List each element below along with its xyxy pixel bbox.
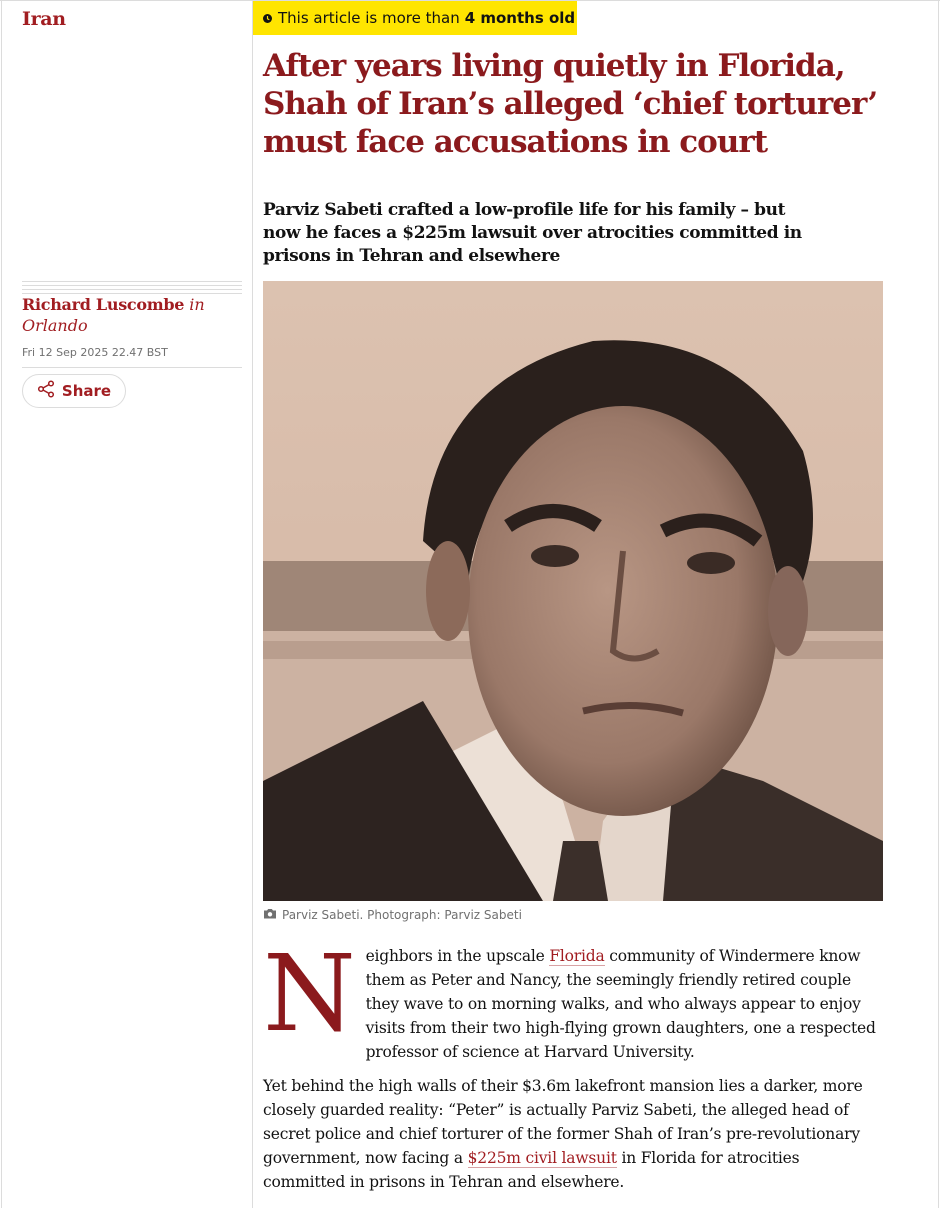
byline-in: in <box>189 295 205 314</box>
byline <box>22 294 247 336</box>
share-label: Share <box>61 382 112 400</box>
meta-column-rule <box>252 0 253 1208</box>
headline: After years living quietly in Florida, Shah of Iran’s alleged ‘chief torturer’ must face accusations in court <box>263 48 878 160</box>
caption-text: Parviz Sabeti. Photograph: Parviz Sabeti <box>282 908 522 922</box>
paragraph-1-text-b: community of Windermere know them as Peter and Nancy, the seemingly friendly retired couple they wave to on morning walks, and who always appear to enjoy visits from their two high-flying grown daughters, one a respected professor of science at Harvard University. <box>365 947 876 1061</box>
lawsuit-link[interactable]: $225m civil lawsuit <box>467 1149 617 1167</box>
share-icon <box>37 380 55 402</box>
left-column-rule <box>1 0 2 1208</box>
drop-cap: N <box>263 932 356 1055</box>
paragraph-1 <box>263 932 883 1064</box>
article-photo <box>263 281 883 901</box>
badge-age: 4 months old <box>464 9 576 27</box>
clock-icon <box>263 9 272 27</box>
dateline: Fri 12 Sep 2025 22.47 BST <box>22 346 168 359</box>
florida-link[interactable]: Florida <box>549 947 605 965</box>
section-link[interactable]: Iran <box>22 8 66 30</box>
paragraph-2-text-a: Yet behind the high walls of their $3.6m lakefront mansion lies a darker, more closely guarded reality: “Peter” is actually Parviz Sabeti, the alleged head of secret police and chief torturer of the former Shah of Iran’s pre-revolutionary government, now facing a <box>263 1077 863 1167</box>
paragraph-2 <box>263 1074 883 1194</box>
author-link[interactable]: Richard Luscombe <box>22 295 185 314</box>
camera-icon <box>263 908 277 922</box>
byline-location: Orlando <box>22 316 88 335</box>
article-age-badge <box>253 1 577 35</box>
standfirst: Parviz Sabeti crafted a low-profile life for his family – but now he faces a $225m lawsuit over atrocities committed in prisons in Tehran and elsewhere <box>263 200 802 266</box>
paragraph-2-text-b: in Florida for atrocities committed in prisons in Tehran and elsewhere. <box>263 1149 800 1191</box>
article-body <box>263 932 883 1204</box>
right-column-rule <box>938 0 939 1208</box>
photo-caption <box>263 908 522 922</box>
meta-divider <box>22 367 242 368</box>
share-button[interactable] <box>22 374 126 408</box>
paragraph-1-text-a: eighbors in the upscale <box>365 947 550 965</box>
badge-prefix: This article is more than <box>278 9 460 27</box>
